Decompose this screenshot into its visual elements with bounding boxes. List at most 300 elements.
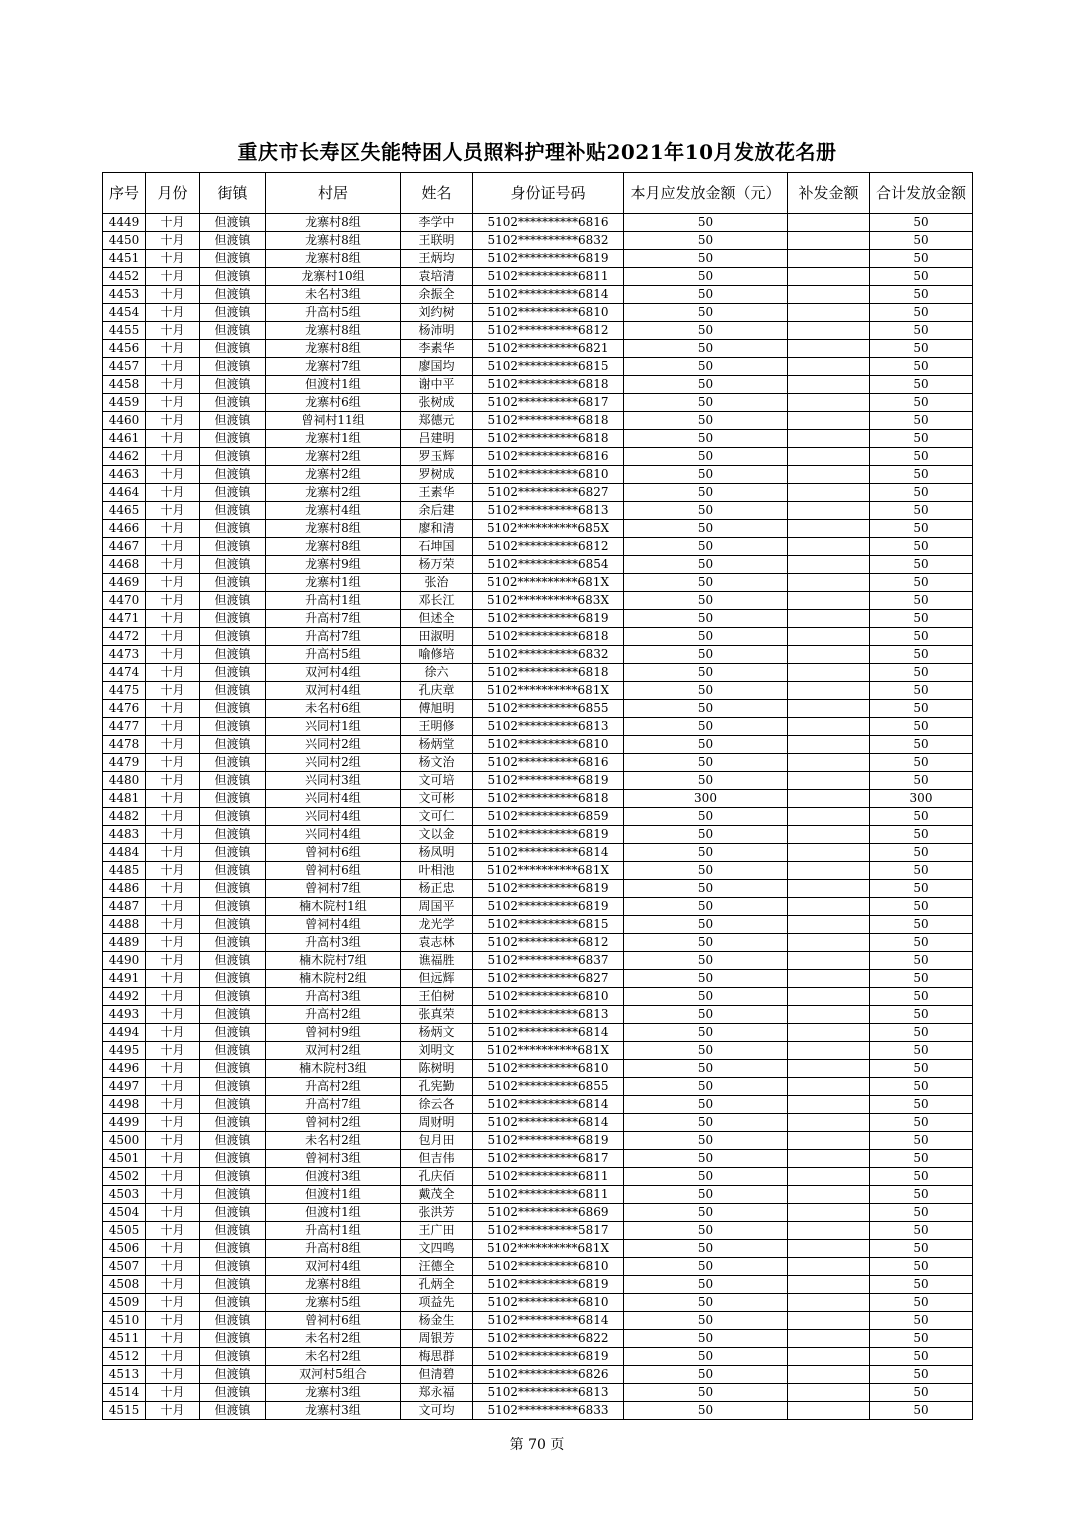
cell-name: 杨金生 [401,1312,473,1330]
cell-index: 4463 [103,466,146,484]
table-row [103,1024,973,1042]
cell-total: 50 [870,1078,973,1096]
cell-id-number: 5102**********6814 [473,1096,624,1114]
table-row [103,1348,973,1366]
cell-town: 但渡镇 [200,1240,266,1258]
cell-name: 杨正忠 [401,880,473,898]
cell-total: 50 [870,394,973,412]
cell-id-number: 5102**********6813 [473,1006,624,1024]
cell-month: 十月 [146,700,200,718]
cell-town: 但渡镇 [200,898,266,916]
cell-index: 4476 [103,700,146,718]
cell-id-number: 5102**********6814 [473,844,624,862]
cell-town: 但渡镇 [200,862,266,880]
cell-backpay [788,808,870,826]
cell-month: 十月 [146,1258,200,1276]
cell-backpay [788,772,870,790]
cell-index: 4472 [103,628,146,646]
cell-index: 4478 [103,736,146,754]
cell-village: 兴同村2组 [266,754,401,772]
cell-village: 龙寨村2组 [266,484,401,502]
table-row [103,736,973,754]
cell-index: 4471 [103,610,146,628]
cell-id-number: 5102**********6813 [473,502,624,520]
cell-town: 但渡镇 [200,1330,266,1348]
cell-monthly-amount: 50 [624,1402,788,1420]
cell-backpay [788,322,870,340]
cell-town: 但渡镇 [200,1276,266,1294]
cell-backpay [788,1042,870,1060]
table-row [103,1042,973,1060]
cell-town: 但渡镇 [200,1366,266,1384]
cell-id-number: 5102**********6819 [473,1348,624,1366]
cell-total: 50 [870,232,973,250]
cell-id-number: 5102**********6816 [473,754,624,772]
cell-backpay [788,1294,870,1312]
cell-month: 十月 [146,304,200,322]
cell-total: 50 [870,718,973,736]
cell-index: 4481 [103,790,146,808]
cell-index: 4488 [103,916,146,934]
cell-town: 但渡镇 [200,484,266,502]
cell-backpay [788,682,870,700]
cell-monthly-amount: 50 [624,1330,788,1348]
cell-id-number: 5102**********6819 [473,250,624,268]
cell-town: 但渡镇 [200,322,266,340]
cell-total: 50 [870,1132,973,1150]
cell-id-number: 5102**********681X [473,862,624,880]
cell-month: 十月 [146,772,200,790]
table-row [103,1186,973,1204]
cell-total: 50 [870,772,973,790]
table-row [103,484,973,502]
cell-monthly-amount: 50 [624,736,788,754]
cell-town: 但渡镇 [200,592,266,610]
cell-monthly-amount: 50 [624,484,788,502]
cell-total: 50 [870,520,973,538]
cell-total: 50 [870,1024,973,1042]
cell-name: 王伯树 [401,988,473,1006]
cell-village: 兴同村4组 [266,826,401,844]
table-row [103,466,973,484]
cell-town: 但渡镇 [200,1204,266,1222]
table-row [103,1114,973,1132]
cell-village: 曾祠村6组 [266,1312,401,1330]
cell-month: 十月 [146,502,200,520]
cell-id-number: 5102**********6815 [473,916,624,934]
cell-name: 田淑明 [401,628,473,646]
table-row [103,394,973,412]
cell-village: 升高村1组 [266,592,401,610]
cell-monthly-amount: 50 [624,1294,788,1312]
cell-monthly-amount: 50 [624,304,788,322]
cell-backpay [788,574,870,592]
cell-index: 4495 [103,1042,146,1060]
cell-village: 龙寨村9组 [266,556,401,574]
cell-name: 王素华 [401,484,473,502]
cell-town: 但渡镇 [200,340,266,358]
cell-index: 4499 [103,1114,146,1132]
cell-id-number: 5102**********6819 [473,1132,624,1150]
cell-month: 十月 [146,862,200,880]
cell-month: 十月 [146,484,200,502]
cell-total: 50 [870,736,973,754]
cell-index: 4505 [103,1222,146,1240]
cell-town: 但渡镇 [200,394,266,412]
cell-id-number: 5102**********6818 [473,430,624,448]
cell-id-number: 5102**********6814 [473,286,624,304]
cell-village: 双河村4组 [266,664,401,682]
table-row [103,916,973,934]
cell-name: 但清碧 [401,1366,473,1384]
header-backpay: 补发金额 [788,173,870,214]
cell-month: 十月 [146,826,200,844]
cell-village: 龙寨村6组 [266,394,401,412]
cell-id-number: 5102**********6821 [473,340,624,358]
cell-backpay [788,1186,870,1204]
cell-month: 十月 [146,1096,200,1114]
cell-total: 50 [870,1006,973,1024]
cell-backpay [788,664,870,682]
cell-monthly-amount: 50 [624,1258,788,1276]
cell-month: 十月 [146,250,200,268]
cell-name: 刘约树 [401,304,473,322]
cell-month: 十月 [146,664,200,682]
cell-village: 龙寨村2组 [266,448,401,466]
cell-village: 楠木院村2组 [266,970,401,988]
cell-village: 曾祠村7组 [266,880,401,898]
cell-town: 但渡镇 [200,1402,266,1420]
cell-index: 4503 [103,1186,146,1204]
cell-backpay [788,1078,870,1096]
cell-town: 但渡镇 [200,556,266,574]
cell-backpay [788,286,870,304]
cell-name: 王广田 [401,1222,473,1240]
cell-month: 十月 [146,1222,200,1240]
cell-backpay [788,430,870,448]
cell-total: 50 [870,1042,973,1060]
cell-month: 十月 [146,1132,200,1150]
table-row [103,412,973,430]
cell-month: 十月 [146,1366,200,1384]
cell-id-number: 5102**********6818 [473,412,624,430]
cell-name: 徐云各 [401,1096,473,1114]
cell-monthly-amount: 50 [624,1204,788,1222]
cell-backpay [788,448,870,466]
cell-monthly-amount: 50 [624,700,788,718]
cell-backpay [788,844,870,862]
header-index: 序号 [103,173,146,214]
table-row [103,286,973,304]
cell-total: 50 [870,574,973,592]
cell-index: 4487 [103,898,146,916]
cell-index: 4497 [103,1078,146,1096]
cell-index: 4500 [103,1132,146,1150]
cell-backpay [788,1114,870,1132]
cell-id-number: 5102**********6812 [473,322,624,340]
cell-total: 50 [870,1258,973,1276]
cell-monthly-amount: 50 [624,718,788,736]
table-row [103,232,973,250]
cell-village: 未名村2组 [266,1330,401,1348]
cell-town: 但渡镇 [200,1312,266,1330]
header-total: 合计发放金额 [870,173,973,214]
cell-town: 但渡镇 [200,1150,266,1168]
cell-name: 龙光学 [401,916,473,934]
cell-month: 十月 [146,952,200,970]
table-row [103,646,973,664]
cell-id-number: 5102**********6833 [473,1402,624,1420]
cell-town: 但渡镇 [200,376,266,394]
cell-town: 但渡镇 [200,250,266,268]
cell-month: 十月 [146,466,200,484]
cell-month: 十月 [146,1150,200,1168]
table-row [103,700,973,718]
cell-month: 十月 [146,556,200,574]
cell-village: 龙寨村8组 [266,1276,401,1294]
cell-id-number: 5102**********6832 [473,232,624,250]
cell-backpay [788,736,870,754]
cell-total: 50 [870,1276,973,1294]
cell-month: 十月 [146,1330,200,1348]
cell-town: 但渡镇 [200,520,266,538]
cell-backpay [788,556,870,574]
cell-monthly-amount: 50 [624,934,788,952]
cell-town: 但渡镇 [200,808,266,826]
cell-month: 十月 [146,1348,200,1366]
cell-monthly-amount: 50 [624,502,788,520]
cell-town: 但渡镇 [200,916,266,934]
cell-village: 龙寨村7组 [266,358,401,376]
cell-monthly-amount: 50 [624,466,788,484]
cell-town: 但渡镇 [200,1006,266,1024]
cell-town: 但渡镇 [200,1060,266,1078]
cell-backpay [788,1312,870,1330]
cell-month: 十月 [146,988,200,1006]
cell-index: 4458 [103,376,146,394]
cell-monthly-amount: 50 [624,898,788,916]
cell-backpay [788,250,870,268]
cell-backpay [788,412,870,430]
cell-total: 50 [870,646,973,664]
cell-town: 但渡镇 [200,1078,266,1096]
cell-total: 50 [870,628,973,646]
cell-monthly-amount: 50 [624,628,788,646]
cell-month: 十月 [146,430,200,448]
cell-backpay [788,304,870,322]
cell-month: 十月 [146,1294,200,1312]
cell-monthly-amount: 50 [624,1276,788,1294]
cell-monthly-amount: 50 [624,970,788,988]
cell-backpay [788,538,870,556]
cell-index: 4498 [103,1096,146,1114]
cell-total: 50 [870,214,973,232]
cell-town: 但渡镇 [200,718,266,736]
cell-backpay [788,628,870,646]
cell-village: 曾祠村2组 [266,1114,401,1132]
cell-id-number: 5102**********6810 [473,304,624,322]
cell-name: 孔炳全 [401,1276,473,1294]
cell-id-number: 5102**********5817 [473,1222,624,1240]
cell-village: 但渡村1组 [266,1204,401,1222]
cell-id-number: 5102**********681X [473,1042,624,1060]
cell-index: 4486 [103,880,146,898]
cell-backpay [788,358,870,376]
cell-village: 曾祠村3组 [266,1150,401,1168]
cell-village: 兴同村4组 [266,790,401,808]
cell-total: 50 [870,1060,973,1078]
cell-village: 龙寨村3组 [266,1384,401,1402]
header-monthly-amount: 本月应发放金额（元） [624,173,788,214]
cell-backpay [788,970,870,988]
cell-index: 4479 [103,754,146,772]
cell-total: 50 [870,466,973,484]
cell-month: 十月 [146,934,200,952]
cell-village: 兴同村3组 [266,772,401,790]
cell-name: 袁培清 [401,268,473,286]
cell-month: 十月 [146,520,200,538]
cell-town: 但渡镇 [200,1132,266,1150]
cell-total: 50 [870,556,973,574]
cell-village: 升高村1组 [266,1222,401,1240]
cell-index: 4455 [103,322,146,340]
cell-name: 余后建 [401,502,473,520]
cell-town: 但渡镇 [200,1222,266,1240]
cell-month: 十月 [146,736,200,754]
table-row [103,340,973,358]
cell-name: 廖国均 [401,358,473,376]
cell-monthly-amount: 50 [624,358,788,376]
cell-index: 4504 [103,1204,146,1222]
cell-id-number: 5102**********6811 [473,1168,624,1186]
cell-monthly-amount: 50 [624,1042,788,1060]
cell-total: 50 [870,538,973,556]
cell-id-number: 5102**********6814 [473,1024,624,1042]
cell-town: 但渡镇 [200,232,266,250]
cell-monthly-amount: 50 [624,1024,788,1042]
cell-village: 升高村8组 [266,1240,401,1258]
cell-month: 十月 [146,376,200,394]
cell-name: 周国平 [401,898,473,916]
cell-month: 十月 [146,1276,200,1294]
cell-town: 但渡镇 [200,970,266,988]
cell-monthly-amount: 50 [624,1312,788,1330]
cell-month: 十月 [146,286,200,304]
cell-month: 十月 [146,358,200,376]
cell-backpay [788,592,870,610]
cell-village: 龙寨村3组 [266,1402,401,1420]
table-row [103,556,973,574]
table-row [103,682,973,700]
cell-month: 十月 [146,538,200,556]
cell-town: 但渡镇 [200,574,266,592]
cell-name: 孔宪勤 [401,1078,473,1096]
cell-index: 4449 [103,214,146,232]
cell-backpay [788,1168,870,1186]
header-name: 姓名 [401,173,473,214]
cell-monthly-amount: 50 [624,574,788,592]
cell-name: 汪德全 [401,1258,473,1276]
cell-month: 十月 [146,682,200,700]
table-row [103,1078,973,1096]
table-row [103,574,973,592]
cell-name: 袁志林 [401,934,473,952]
table-row [103,322,973,340]
cell-backpay [788,484,870,502]
cell-name: 文可均 [401,1402,473,1420]
cell-total: 50 [870,1168,973,1186]
cell-village: 升高村2组 [266,1006,401,1024]
cell-index: 4459 [103,394,146,412]
cell-town: 但渡镇 [200,988,266,1006]
cell-total: 50 [870,826,973,844]
cell-town: 但渡镇 [200,754,266,772]
cell-index: 4515 [103,1402,146,1420]
cell-monthly-amount: 50 [624,376,788,394]
cell-index: 4510 [103,1312,146,1330]
cell-id-number: 5102**********6815 [473,358,624,376]
cell-village: 龙寨村8组 [266,214,401,232]
cell-id-number: 5102**********6818 [473,790,624,808]
cell-month: 十月 [146,808,200,826]
cell-name: 罗玉辉 [401,448,473,466]
cell-village: 升高村7组 [266,610,401,628]
cell-id-number: 5102**********681X [473,574,624,592]
cell-village: 但渡村1组 [266,376,401,394]
cell-total: 50 [870,1204,973,1222]
cell-month: 十月 [146,1078,200,1096]
cell-month: 十月 [146,322,200,340]
cell-name: 喻修培 [401,646,473,664]
cell-village: 双河村5组合 [266,1366,401,1384]
table-header [103,173,973,214]
cell-month: 十月 [146,844,200,862]
cell-index: 4490 [103,952,146,970]
cell-name: 李学中 [401,214,473,232]
cell-town: 但渡镇 [200,1096,266,1114]
cell-id-number: 5102**********6827 [473,484,624,502]
cell-index: 4484 [103,844,146,862]
cell-town: 但渡镇 [200,664,266,682]
cell-village: 龙寨村8组 [266,250,401,268]
cell-month: 十月 [146,646,200,664]
cell-month: 十月 [146,880,200,898]
cell-name: 戴茂全 [401,1186,473,1204]
cell-village: 升高村7组 [266,628,401,646]
cell-index: 4494 [103,1024,146,1042]
cell-town: 但渡镇 [200,502,266,520]
cell-month: 十月 [146,1168,200,1186]
cell-monthly-amount: 50 [624,1060,788,1078]
cell-name: 陈树明 [401,1060,473,1078]
cell-backpay [788,1402,870,1420]
cell-monthly-amount: 50 [624,1384,788,1402]
cell-town: 但渡镇 [200,214,266,232]
cell-town: 但渡镇 [200,646,266,664]
cell-id-number: 5102**********6854 [473,556,624,574]
cell-index: 4496 [103,1060,146,1078]
cell-index: 4511 [103,1330,146,1348]
cell-backpay [788,1240,870,1258]
cell-backpay [788,502,870,520]
cell-name: 叶相池 [401,862,473,880]
cell-town: 但渡镇 [200,430,266,448]
cell-index: 4470 [103,592,146,610]
cell-monthly-amount: 50 [624,1006,788,1024]
cell-total: 50 [870,268,973,286]
cell-town: 但渡镇 [200,844,266,862]
cell-total: 50 [870,1330,973,1348]
